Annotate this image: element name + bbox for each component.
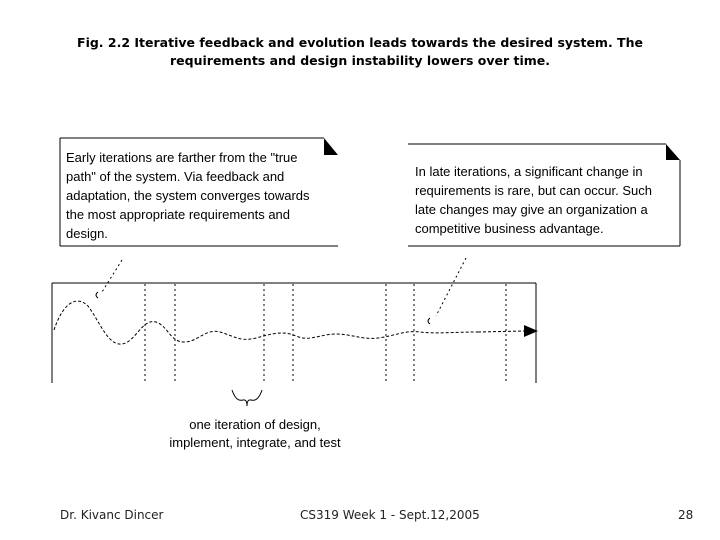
iteration-brace-icon	[232, 390, 262, 406]
footer-page-number: 28	[678, 508, 694, 522]
callout-right-fold-icon	[666, 144, 680, 160]
footer-author: Dr. Kivanc Dincer	[60, 508, 164, 522]
caption-line-2: requirements and design instability lowers over time.	[170, 53, 550, 68]
footer-course: CS319 Week 1 - Sept.12,2005	[300, 508, 480, 522]
callout-right-pointer	[436, 258, 466, 316]
callout-left-text: Early iterations are farther from the "true path" of the system. Via feedback and adaptation, the system converges towards the most appropriate requirements and design.	[66, 150, 310, 241]
callout-right-pointer-hook	[428, 318, 430, 324]
callout-left-pointer	[102, 260, 122, 292]
callout-left-pointer-hook	[96, 292, 98, 298]
timeline-frame	[52, 283, 536, 383]
path-tail	[478, 331, 524, 332]
convergence-path	[54, 301, 478, 344]
callout-right-text: In late iterations, a significant change in requirements is rare, but can occur. Such late changes may give an organization a competitive business advantage.	[415, 164, 653, 236]
iteration-label: one iteration of design, implement, integrate, and test	[169, 417, 341, 450]
caption-line-1: Fig. 2.2 Iterative feedback and evolution leads towards the desired system. The	[77, 35, 643, 50]
